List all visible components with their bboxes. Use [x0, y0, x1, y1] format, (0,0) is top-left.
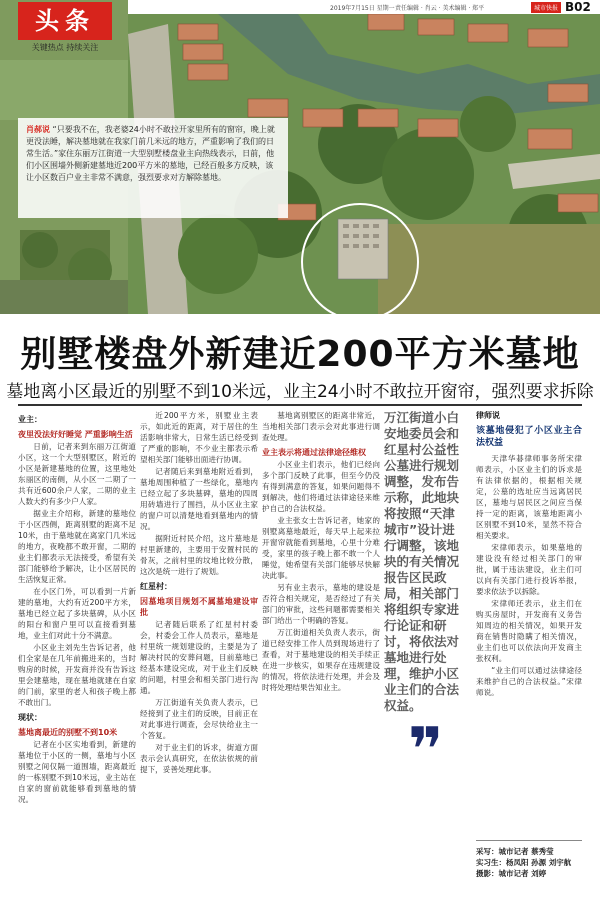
caption-label: 肖郝说 [26, 125, 50, 134]
col1-paragraph: 小区业主刘先生告诉记者，他们全家是在几年前搬进来的，当时购房的时候，开发商并没有告诉这里会建墓地，现在墓地就建在自家的门前，家里的老人和孩子晚上都不敢出门。 [18, 643, 136, 707]
article-column-2 [140, 410, 258, 890]
byline [476, 846, 586, 879]
col3-paragraph: 墓地离别墅区的距离非常近，当地相关部门表示会对此事进行调查处理。 [262, 411, 380, 442]
col1-paragraph: 日前，记者来到东丽万江街道小区，这一个大型别墅区，附近的小区是新建墓地的位置，这里地处东丽区的南侧，从小区一二期了一共有近600余户人家，二期的业主人数大约有多少户人家。 [18, 442, 136, 506]
lawyer-paragraph: 宋律师还表示，业主们在购买房屋时，开发商有义务告知周边的相关情况，如果开发商在销售时隐瞒了相关情况，业主们也可以依法向开发商主张权利。 [476, 599, 582, 663]
col2-subtitle-label: 红星村： [140, 582, 172, 591]
col2-paragraph: 据附近村民介绍，这片墓地是村里新建的，主要用于安置村民的骨灰，之前村里的坟地比较分散，这次是统一进行了规划。 [140, 534, 258, 576]
col1-paragraph: 在小区门外，可以看到一片新建的墓地，大约有近200平方米，墓地已经立起了多块墓碑，从小区的阳台和窗户里可以直接看到墓地，业主们对此十分不满意。 [18, 587, 136, 640]
lawyer-title: 该墓地侵犯了小区业主合法权益 [476, 426, 582, 448]
article-column-1 [18, 410, 136, 890]
lawyer-column [476, 410, 582, 790]
caption-text: “只要我不在，我老婆24小时不敢拉开家里所有的窗帘，晚上就更没法睡，解决墓地就在我家门前几米远的地方，严重影响了我们的日常生活。”家住东丽万江街道一大型别墅楼盘业主向热线表示，日前，他们小区围墙外侧新建墓地近200平方米的墓地，已经百般多方反映，该让小区数百户业主非常不满意，强烈要求对方解除墓地。 [26, 125, 275, 182]
col2-paragraph: 对于业主们的诉求，街道方面表示会认真研究，在依法依规的前提下，妥善处理此事。 [140, 743, 258, 774]
col3-paragraph: 小区业主们表示，他们已经向多个部门反映了此事，但至今仍没有得到满意的答复，如果问题得不到解决，他们将通过法律途径来维护自己的合法权益。 [262, 460, 380, 513]
headline-rule [18, 404, 582, 406]
col2-paragraph: 近200平方米，别墅业主表示，如此近的距离，对于居住的生活影响非常大，日常生活已经受到了严重的影响，不少业主都表示希望相关部门能够出面进行协调。 [140, 411, 258, 464]
article-column-3 [262, 410, 380, 890]
col2-paragraph: 记者随后来到墓地附近看到，墓地周围种植了一些绿化，墓地内已经立起了多块墓碑，墓地的四周用砖墙进行了围挡，从小区业主家的窗户可以清楚地看到墓地内的情况。 [140, 467, 258, 531]
issue-date: 2019年7月15日 星期一 [330, 5, 395, 12]
lawyer-paragraph: 天津华碁律师事务所宋律师表示，小区业主们的诉求是有法律依据的，根据相关规定，公墓的选址应当远离居民区，墓地与居民区之间应当保持一定的距离，该墓地距离小区别墅不到10米，显然不符合相关要求。 [476, 454, 582, 540]
col2-paragraph: 记者随后联系了红星村村委会，村委会工作人员表示，墓地是村里统一规划建设的，主要是为了解决村民的安葬问题，目前墓地已经基本建设完成，对于业主们反映的问题，村里会和相关部门进行沟通。 [140, 620, 258, 695]
col1-paragraph: 据业主介绍称，新建的墓地位于小区西侧，距离别墅的距离不足10米，由于墓地就在离家门几米远的地方，夜晚都不敢开窗，二期的业主们都表示无法接受，希望有关部门能够给予解决，让小区居民的生活恢复正常。 [18, 509, 136, 584]
editor-credit: 责任编辑 · 肖云 · 美术编辑 · 郑平 [395, 5, 485, 12]
col1-subtitle-label-2: 现状： [18, 713, 42, 722]
byline-intern: 实习生：杨凤阳 孙源 刘宇航 [476, 858, 572, 867]
photo-caption [18, 118, 288, 218]
headline: 别墅楼盘外新建近200平方米墓地 [20, 334, 580, 375]
lawyer-paragraph: 宋律师表示，如果墓地的建设没有经过相关部门的审批，属于违法建设，业主们可以向有关部门进行投诉举报，要求依法予以拆除。 [476, 543, 582, 596]
byline-writer: 采写：城市记者 蔡秀莹 [476, 847, 554, 856]
subheadline: 墓地离小区最近的别墅不到10米远，业主24小时不敢拉开窗帘，强烈要求拆除 [6, 382, 594, 402]
pull-quote [384, 410, 464, 742]
quote-mark-icon: ❞ [408, 715, 444, 785]
paper-badge: 城市快报 [531, 2, 561, 13]
lawyer-paragraph: “业主们可以通过法律途径来维护自己的合法权益。”宋律师说。 [476, 666, 582, 697]
section-tag: 头条 [18, 2, 112, 40]
col1-subtitle-2: 墓地离最近的别墅不到10米 [18, 728, 118, 737]
col2-paragraph: 万江街道有关负责人表示，已经接到了业主们的反映，目前正在对此事进行调查，会尽快给业主一个答复。 [140, 698, 258, 740]
credits-rule [476, 840, 582, 841]
col3-paragraph: 业主张女士告诉记者，她家的别墅离墓地最近，每天早上起来拉开窗帘就能看到墓地，心里十分难受，家里的孩子晚上都不敢一个人睡觉，她希望有关部门能够尽快解决此事。 [262, 516, 380, 580]
col1-subtitle-label: 业主： [18, 415, 42, 424]
pull-quote-text: 万江街道小白安地委员会和红星村公益性公墓进行规划调整，发布告示称，此地块将按照“天津城市”设计进行调整，该地块的有关情况报告区民政局，相关部门将组织专家进行论证和研讨，将依法对墓地进行处理，维护小区业主们的合法权益。 [384, 410, 460, 713]
col2-subtitle: 因墓地项目规划不属墓地建设审批 [140, 597, 258, 617]
section-slogan: 关键热点 持续关注 [31, 43, 99, 52]
byline-photo: 摄影：城市记者 刘婷 [476, 869, 547, 878]
page-number: B02 [565, 0, 591, 14]
col1-subtitle: 夜里没法好好睡觉 严重影响生活 [18, 430, 133, 439]
col1-paragraph: 记者在小区实地看到，新建的墓地位于小区的一侧，墓地与小区别墅之间仅隔一道围墙，距离最近的一栋别墅不到10米远，业主站在自家的窗前就能够看到墓地的情况。 [18, 740, 136, 804]
col3-paragraph: 万江街道相关负责人表示，街道已经安排工作人员到现场进行了查看，对于墓地建设的相关手续正在进一步核实，如果存在违规建设的情况，将依法进行处理，并会及时将处理结果告知业主。 [262, 628, 380, 692]
col3-paragraph: 另有业主表示，墓地的建设是否符合相关规定，是否经过了有关部门的审批，这些问题都需要相关部门给出一个明确的答复。 [262, 583, 380, 625]
lawyer-label: 律师说 [476, 411, 500, 420]
col3-subtitle: 业主表示将通过法律途径维权 [262, 448, 366, 457]
